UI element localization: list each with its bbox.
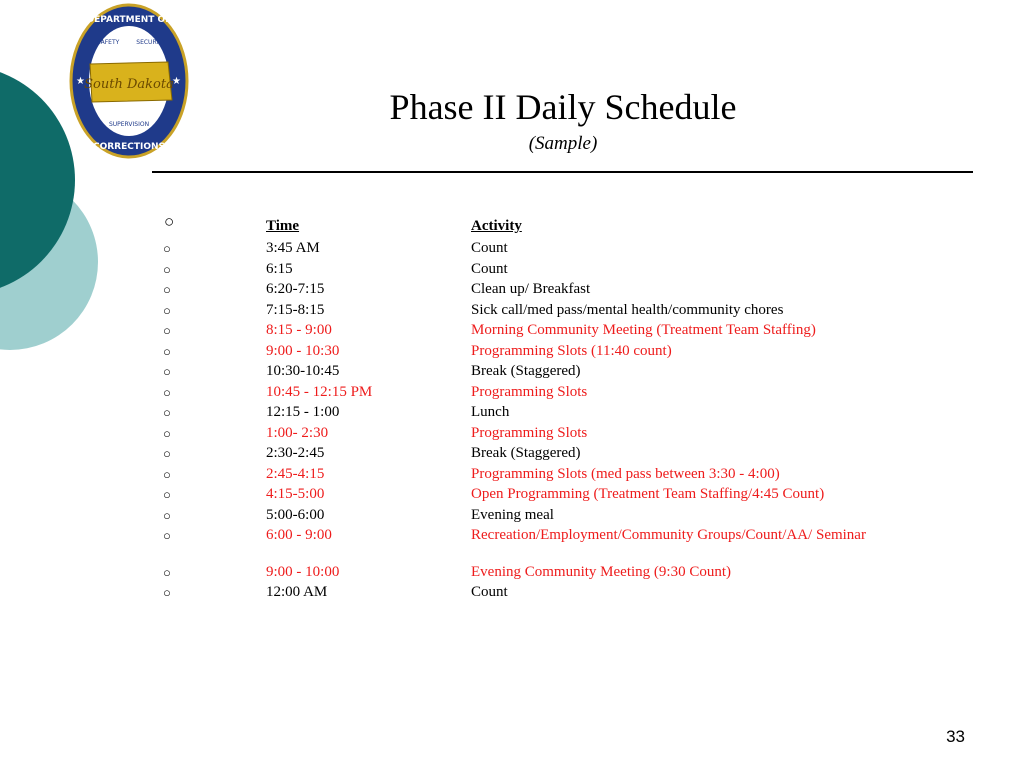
schedule-time: 6:00 - 9:00 — [266, 527, 332, 543]
star-icon-left: ★ — [76, 76, 85, 87]
schedule-activity: Sick call/med pass/mental health/community chores — [471, 302, 784, 318]
schedule-time: 12:15 - 1:00 — [266, 404, 340, 420]
bullet-icon: ○ — [163, 585, 171, 600]
svg-text:South Dakota: South Dakota — [84, 77, 174, 92]
schedule-time: 2:45-4:15 — [266, 466, 325, 482]
bullet-icon: ○ — [163, 262, 171, 277]
bullet-icon: ○ — [163, 467, 171, 482]
star-icon-right: ★ — [172, 76, 181, 87]
schedule-time: 5:00-6:00 — [266, 507, 325, 523]
schedule-activity: Programming Slots (11:40 count) — [471, 343, 672, 359]
schedule-time: 1:00- 2:30 — [266, 425, 329, 441]
bullet-icon: ○ — [164, 212, 175, 231]
schedule-time: 8:15 - 9:00 — [266, 322, 332, 338]
schedule-activity: Lunch — [471, 404, 510, 420]
bullet-icon: ○ — [163, 323, 171, 338]
bullet-icon: ○ — [163, 528, 171, 543]
schedule-time: 6:15 — [266, 261, 293, 277]
schedule-time: 9:00 - 10:00 — [266, 564, 340, 580]
bullet-icon: ○ — [163, 364, 171, 379]
svg-text:SAFETY: SAFETY — [96, 39, 120, 46]
bullet-icon: ○ — [163, 241, 171, 256]
schedule-activity: Break (Staggered) — [471, 445, 581, 461]
slide-title: Phase II Daily Schedule — [389, 87, 737, 127]
schedule-activity: Programming Slots (med pass between 3:30 - 4:00) — [471, 466, 780, 482]
bullet-icon: ○ — [163, 487, 171, 502]
schedule-activity: Break (Staggered) — [471, 363, 581, 379]
bullet-icon: ○ — [163, 385, 171, 400]
bullet-icon: ○ — [163, 405, 171, 420]
schedule-activity: Clean up/ Breakfast — [471, 281, 591, 297]
doc-seal-logo — [68, 2, 190, 160]
schedule-time: 10:30-10:45 — [266, 363, 340, 379]
slide-subtitle: (Sample) — [528, 133, 598, 154]
svg-text:CORRECTIONS: CORRECTIONS — [92, 142, 166, 152]
schedule-time: 9:00 - 10:30 — [266, 343, 340, 359]
schedule-activity: Recreation/Employment/Community Groups/Count/AA/ Seminar — [471, 527, 866, 543]
schedule-activity: Evening meal — [471, 507, 554, 523]
schedule-activity: Count — [471, 240, 508, 256]
schedule-activity: Morning Community Meeting (Treatment Team Staffing) — [471, 322, 816, 338]
schedule-activity: Count — [471, 584, 508, 600]
page-number: 33 — [946, 727, 965, 746]
title-divider — [152, 171, 973, 173]
schedule-time: 7:15-8:15 — [266, 302, 325, 318]
header-activity: Activity — [471, 218, 522, 234]
schedule-time: 4:15-5:00 — [266, 486, 325, 502]
header-time: Time — [266, 218, 300, 234]
bullet-icon: ○ — [163, 426, 171, 441]
schedule-time: 10:45 - 12:15 PM — [266, 384, 373, 400]
schedule-activity: Programming Slots — [471, 425, 588, 441]
svg-text:SECURITY: SECURITY — [136, 39, 166, 46]
schedule-time: 12:00 AM — [266, 584, 328, 600]
schedule-activity: Open Programming (Treatment Team Staffing/4:45 Count) — [471, 486, 825, 502]
bullet-icon: ○ — [163, 344, 171, 359]
bullet-icon: ○ — [163, 282, 171, 297]
bullet-icon: ○ — [163, 303, 171, 318]
svg-text:SUPERVISION: SUPERVISION — [108, 121, 150, 128]
schedule-time: 2:30-2:45 — [266, 445, 325, 461]
schedule-time: 3:45 AM — [266, 240, 320, 256]
schedule-activity: Count — [471, 261, 508, 277]
bullet-icon: ○ — [163, 508, 171, 523]
schedule-activity: Evening Community Meeting (9:30 Count) — [471, 564, 731, 580]
schedule-time: 6:20-7:15 — [266, 281, 325, 297]
schedule-activity: Programming Slots — [471, 384, 588, 400]
bullet-icon: ○ — [163, 446, 171, 461]
svg-text:DEPARTMENT OF: DEPARTMENT OF — [86, 15, 172, 25]
bullet-icon: ○ — [163, 565, 171, 580]
